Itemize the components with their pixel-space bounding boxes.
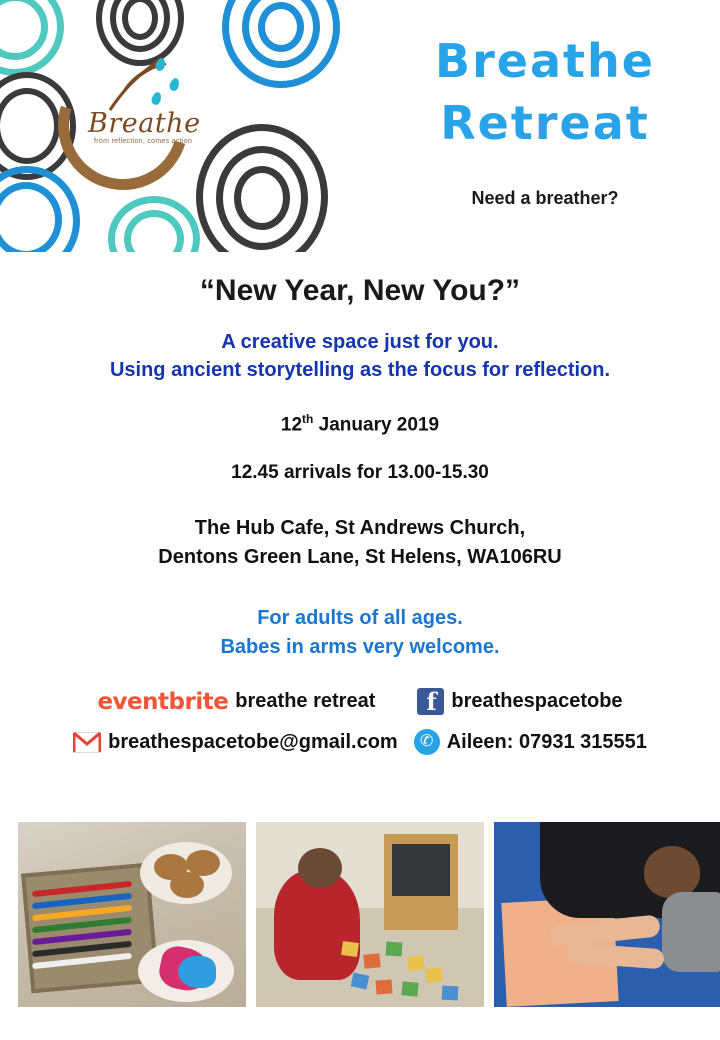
event-strapline xyxy=(0,328,720,384)
contact-row-direct xyxy=(0,729,720,755)
logo-brand-name: Breathe xyxy=(88,108,201,139)
gmail-icon xyxy=(73,732,101,753)
eventbrite-handle: breathe retreat xyxy=(235,690,376,713)
eventbrite-logo: eventbrite xyxy=(97,688,229,715)
venue-line-1: The Hub Cafe, St Andrews Church, xyxy=(194,517,526,540)
audience-line-1: For adults of all ages. xyxy=(257,607,463,630)
poster-title xyxy=(390,30,700,154)
facebook-handle: breathespacetobe xyxy=(451,690,623,713)
event-date-day: 12 xyxy=(280,414,303,436)
poster-title-line-2: Retreat xyxy=(440,96,650,150)
phone-contact[interactable] xyxy=(414,729,647,755)
facebook-icon xyxy=(417,688,444,715)
poster-header xyxy=(0,0,720,252)
cookie-3 xyxy=(170,872,204,898)
photo-blue-mat-activity xyxy=(494,822,720,1007)
story-card-2 xyxy=(363,953,380,969)
event-venue xyxy=(0,514,720,572)
fingerprint-blue-top-core xyxy=(258,2,304,52)
contact-row-social xyxy=(0,688,720,715)
fingerprint-grey-large-core xyxy=(234,166,290,230)
story-card-1 xyxy=(341,941,359,957)
blue-tissue-paper xyxy=(178,956,216,988)
child-head xyxy=(644,846,700,898)
phone-number: Aileen: 07931 315551 xyxy=(446,730,647,753)
strapline-line-2: Using ancient storytelling as the focus for reflection. xyxy=(109,359,611,381)
phone-icon xyxy=(414,729,440,755)
child-grey-top xyxy=(662,892,720,972)
person-head xyxy=(298,848,342,888)
photo-strip xyxy=(18,822,720,1007)
header-decoration-panel xyxy=(0,0,390,252)
story-card-4 xyxy=(407,955,425,972)
event-date-ordinal: th xyxy=(302,412,314,426)
eventbrite-contact[interactable] xyxy=(97,689,375,715)
event-audience xyxy=(0,604,720,662)
photo-storytelling-cards xyxy=(256,822,484,1007)
poster-body xyxy=(0,274,720,755)
event-headline: “New Year, New You?” xyxy=(199,274,521,307)
easel-board xyxy=(392,844,450,896)
poster-title-line-1: Breathe xyxy=(435,34,655,88)
event-date xyxy=(0,412,720,436)
event-time: 12.45 arrivals for 13.00-15.30 xyxy=(231,462,489,484)
story-card-7 xyxy=(401,981,418,997)
facebook-contact[interactable] xyxy=(417,688,622,715)
email-address: breathespacetobe@gmail.com xyxy=(108,730,398,753)
story-card-6 xyxy=(376,979,393,994)
photo-art-supplies xyxy=(18,822,246,1007)
logo-tagline: from reflection, comes action xyxy=(94,138,193,145)
strapline-line-1: A creative space just for you. xyxy=(221,331,499,353)
story-card-3 xyxy=(386,941,403,956)
header-title-panel xyxy=(390,0,720,252)
audience-line-2: Babes in arms very welcome. xyxy=(220,636,500,659)
story-card-5 xyxy=(351,972,370,989)
email-contact[interactable] xyxy=(73,731,398,754)
venue-line-2: Dentons Green Lane, St Helens, WA106RU xyxy=(158,546,562,569)
story-card-8 xyxy=(425,967,443,983)
event-date-rest: January 2019 xyxy=(313,414,440,436)
poster-subtitle: Need a breather? xyxy=(471,188,619,208)
story-card-9 xyxy=(442,986,459,1001)
breathe-logo xyxy=(52,52,212,172)
